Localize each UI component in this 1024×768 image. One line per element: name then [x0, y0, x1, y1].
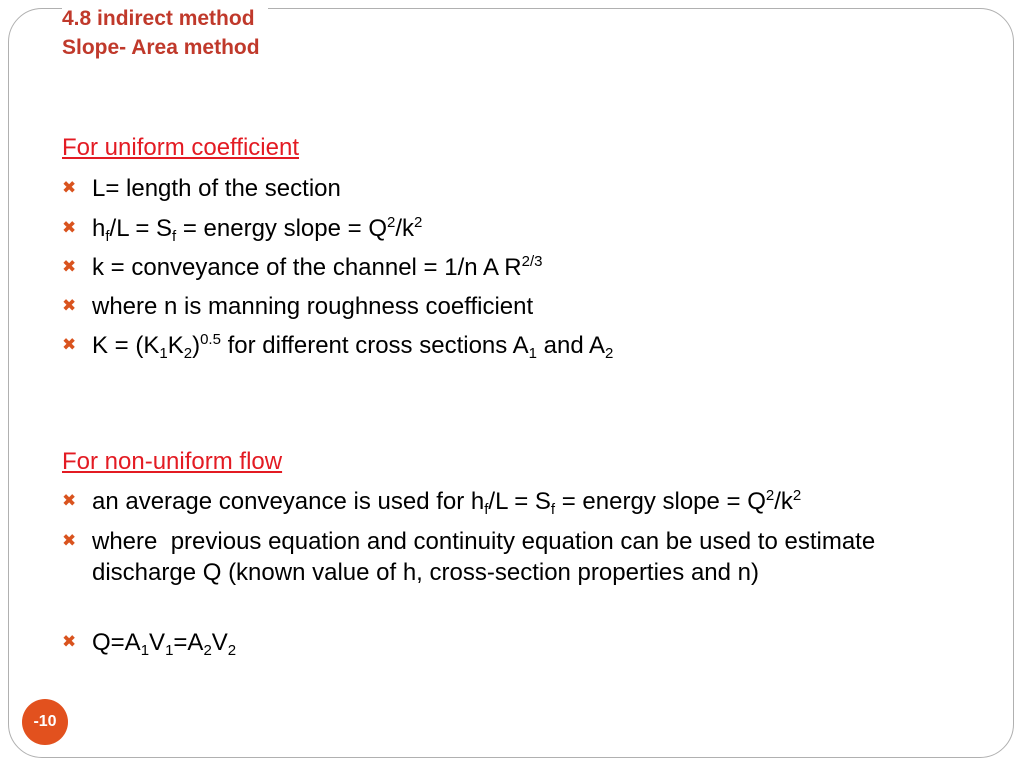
list-item	[62, 526, 942, 588]
list-item	[62, 486, 942, 517]
list-item	[62, 330, 942, 361]
bullet-text: $h_f/L = S_f$ = energy slope = $Q^2/k^2$	[92, 214, 423, 245]
nonuniform-heading: For non-uniform flow	[62, 448, 283, 475]
bullet-text: L= length of the section	[92, 175, 341, 202]
bullet-text: where n is manning roughness coefficient	[92, 293, 534, 320]
title-line-2: Slope- Area method	[62, 36, 260, 59]
list-item	[62, 291, 942, 322]
bullet-text: $K = (K_1K_2)^{0.5}$ for different cross sections $A_1$ and $A_2$	[92, 331, 614, 362]
x-mark-icon: ✖	[62, 257, 77, 277]
x-mark-icon: ✖	[62, 335, 77, 355]
x-mark-icon: ✖	[62, 178, 77, 198]
list-item	[62, 627, 942, 658]
x-mark-icon: ✖	[62, 491, 77, 511]
bullet-text: where previous equation and continuity equation can be used to estimate discharge Q (known value of h, cross-section properties and n)	[92, 528, 882, 586]
title-line-1: 4.8 indirect method	[62, 7, 255, 30]
x-mark-icon: ✖	[62, 632, 77, 652]
bullet-text: $Q=A_1V_1=A_2V_2$	[92, 629, 237, 659]
list-item	[62, 213, 942, 244]
list-item	[62, 252, 942, 283]
bullet-text: k = conveyance of the channel = 1/n A $R^{2/3}$	[92, 253, 543, 281]
uniform-heading: For uniform coefficient	[62, 134, 299, 161]
x-mark-icon: ✖	[62, 218, 77, 238]
bullet-text: an average conveyance is used for $h_f/L = S_f$ = energy slope = $Q^2/k^2$	[92, 487, 802, 518]
list-item	[62, 173, 942, 204]
page-number-badge: -10	[22, 699, 68, 745]
x-mark-icon: ✖	[62, 296, 77, 316]
x-mark-icon: ✖	[62, 531, 77, 551]
slide-title	[62, 4, 268, 62]
